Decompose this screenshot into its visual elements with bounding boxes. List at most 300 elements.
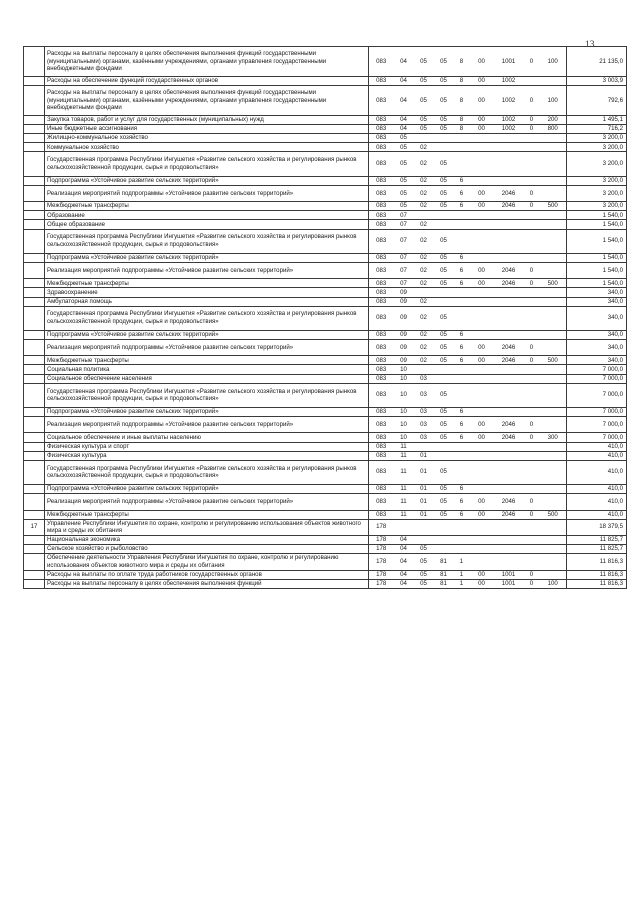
direction-code: 00 bbox=[470, 116, 494, 125]
row-number bbox=[24, 229, 45, 253]
expense-code bbox=[494, 288, 524, 297]
expense-subcode bbox=[524, 297, 540, 306]
ministry-code: 083 bbox=[369, 442, 394, 451]
program-code: 05 bbox=[434, 460, 454, 484]
direction-code: 00 bbox=[470, 570, 494, 579]
row-number: 17 bbox=[24, 519, 45, 536]
section-code: 10 bbox=[394, 374, 414, 383]
expense-name: Государственная программа Республики Ингушетия «Развитие сельского хозяйства и регулирования рынков сельскохозяйственной продукции, сырья и продовольствия» bbox=[45, 460, 369, 484]
subsection-code: 05 bbox=[414, 570, 434, 579]
table-row bbox=[24, 407, 627, 416]
expense-subcode bbox=[524, 143, 540, 152]
budget-table bbox=[23, 46, 627, 589]
row-number bbox=[24, 451, 45, 460]
subsection-code: 02 bbox=[414, 330, 434, 339]
subsection-code: 05 bbox=[414, 545, 434, 554]
section-code: 05 bbox=[394, 176, 414, 185]
section-code: 07 bbox=[394, 262, 414, 279]
direction-code bbox=[470, 451, 494, 460]
expense-type-code bbox=[540, 407, 567, 416]
subprogram-code: 6 bbox=[454, 339, 470, 356]
table-row bbox=[24, 152, 627, 176]
ministry-code: 083 bbox=[369, 383, 394, 407]
direction-code bbox=[470, 460, 494, 484]
subprogram-code bbox=[454, 460, 470, 484]
subprogram-code: 6 bbox=[454, 262, 470, 279]
subsection-code: 02 bbox=[414, 143, 434, 152]
section-code: 07 bbox=[394, 253, 414, 262]
subprogram-code bbox=[454, 365, 470, 374]
table-row bbox=[24, 202, 627, 211]
amount: 7 000,0 bbox=[567, 374, 627, 383]
section-code: 05 bbox=[394, 143, 414, 152]
expense-subcode bbox=[524, 330, 540, 339]
expense-name: Подпрограмма «Устойчивое развитие сельских территорий» bbox=[45, 484, 369, 493]
row-number bbox=[24, 570, 45, 579]
subsection-code: 02 bbox=[414, 229, 434, 253]
expense-subcode bbox=[524, 211, 540, 220]
ministry-code: 083 bbox=[369, 262, 394, 279]
program-code bbox=[434, 519, 454, 536]
expense-code: 2046 bbox=[494, 339, 524, 356]
expense-subcode bbox=[524, 407, 540, 416]
amount: 340,0 bbox=[567, 297, 627, 306]
subsection-code: 02 bbox=[414, 220, 434, 229]
table-row bbox=[24, 339, 627, 356]
section-code: 05 bbox=[394, 152, 414, 176]
expense-code bbox=[494, 330, 524, 339]
row-number bbox=[24, 536, 45, 545]
section-code: 10 bbox=[394, 365, 414, 374]
ministry-code: 083 bbox=[369, 365, 394, 374]
direction-code bbox=[470, 536, 494, 545]
section-code: 11 bbox=[394, 494, 414, 511]
direction-code bbox=[470, 143, 494, 152]
ministry-code: 083 bbox=[369, 229, 394, 253]
table-row bbox=[24, 220, 627, 229]
section-code: 11 bbox=[394, 442, 414, 451]
table-row bbox=[24, 519, 627, 536]
table-row bbox=[24, 510, 627, 519]
program-code: 81 bbox=[434, 554, 454, 571]
expense-type-code bbox=[540, 176, 567, 185]
direction-code bbox=[470, 374, 494, 383]
program-code: 05 bbox=[434, 152, 454, 176]
ministry-code: 083 bbox=[369, 433, 394, 442]
expense-subcode bbox=[524, 374, 540, 383]
expense-name: Коммунальное хозяйство bbox=[45, 143, 369, 152]
table-row bbox=[24, 451, 627, 460]
direction-code: 00 bbox=[470, 279, 494, 288]
row-number bbox=[24, 494, 45, 511]
program-code bbox=[434, 536, 454, 545]
amount: 1 540,0 bbox=[567, 253, 627, 262]
ministry-code: 083 bbox=[369, 374, 394, 383]
expense-subcode bbox=[524, 288, 540, 297]
subsection-code bbox=[414, 365, 434, 374]
expense-subcode: 0 bbox=[524, 279, 540, 288]
subprogram-code: 6 bbox=[454, 202, 470, 211]
ministry-code: 083 bbox=[369, 143, 394, 152]
expense-subcode: 0 bbox=[524, 416, 540, 433]
amount: 1 540,0 bbox=[567, 211, 627, 220]
amount: 340,0 bbox=[567, 306, 627, 330]
expense-name: Здравоохранение bbox=[45, 288, 369, 297]
expense-subcode: 0 bbox=[524, 570, 540, 579]
amount: 21 135,0 bbox=[567, 47, 627, 77]
expense-subcode bbox=[524, 152, 540, 176]
table-row bbox=[24, 176, 627, 185]
expense-subcode bbox=[524, 306, 540, 330]
expense-type-code: 800 bbox=[540, 125, 567, 134]
expense-type-code bbox=[540, 77, 567, 86]
ministry-code: 083 bbox=[369, 407, 394, 416]
ministry-code: 083 bbox=[369, 77, 394, 86]
program-code: 05 bbox=[434, 202, 454, 211]
expense-code bbox=[494, 229, 524, 253]
table-row bbox=[24, 288, 627, 297]
subprogram-code bbox=[454, 288, 470, 297]
table-row bbox=[24, 579, 627, 588]
section-code: 04 bbox=[394, 47, 414, 77]
expense-code: 2046 bbox=[494, 433, 524, 442]
program-code: 05 bbox=[434, 116, 454, 125]
section-code: 09 bbox=[394, 288, 414, 297]
ministry-code: 083 bbox=[369, 152, 394, 176]
subsection-code bbox=[414, 442, 434, 451]
row-number bbox=[24, 416, 45, 433]
expense-type-code bbox=[540, 460, 567, 484]
direction-code bbox=[470, 176, 494, 185]
expense-name: Иные бюджетные ассигнования bbox=[45, 125, 369, 134]
section-code: 05 bbox=[394, 134, 414, 143]
row-number bbox=[24, 330, 45, 339]
expense-name: Жилищно-коммунальное хозяйство bbox=[45, 134, 369, 143]
amount: 340,0 bbox=[567, 356, 627, 365]
amount: 1 540,0 bbox=[567, 262, 627, 279]
amount: 1 540,0 bbox=[567, 229, 627, 253]
expense-type-code bbox=[540, 134, 567, 143]
table-row bbox=[24, 330, 627, 339]
subsection-code: 01 bbox=[414, 451, 434, 460]
table-row bbox=[24, 86, 627, 116]
amount: 410,0 bbox=[567, 442, 627, 451]
direction-code: 00 bbox=[470, 47, 494, 77]
expense-subcode bbox=[524, 442, 540, 451]
expense-type-code bbox=[540, 374, 567, 383]
table-row bbox=[24, 383, 627, 407]
direction-code: 00 bbox=[470, 125, 494, 134]
row-number bbox=[24, 176, 45, 185]
ministry-code: 083 bbox=[369, 510, 394, 519]
amount: 7 000,0 bbox=[567, 416, 627, 433]
expense-subcode: 0 bbox=[524, 356, 540, 365]
expense-code: 2046 bbox=[494, 510, 524, 519]
expense-subcode: 0 bbox=[524, 202, 540, 211]
expense-type-code bbox=[540, 536, 567, 545]
amount: 792,6 bbox=[567, 86, 627, 116]
expense-code bbox=[494, 134, 524, 143]
expense-subcode: 0 bbox=[524, 433, 540, 442]
amount: 1 540,0 bbox=[567, 279, 627, 288]
section-code: 04 bbox=[394, 570, 414, 579]
direction-code: 00 bbox=[470, 579, 494, 588]
amount: 3 200,0 bbox=[567, 176, 627, 185]
table-row bbox=[24, 134, 627, 143]
expense-type-code: 100 bbox=[540, 47, 567, 77]
subsection-code: 05 bbox=[414, 86, 434, 116]
row-number bbox=[24, 116, 45, 125]
expense-code bbox=[494, 460, 524, 484]
expense-name: Национальная экономика bbox=[45, 536, 369, 545]
row-number bbox=[24, 460, 45, 484]
program-code: 05 bbox=[434, 253, 454, 262]
expense-code bbox=[494, 365, 524, 374]
expense-type-code bbox=[540, 262, 567, 279]
expense-name: Межбюджетные трансферты bbox=[45, 356, 369, 365]
expense-subcode: 0 bbox=[524, 47, 540, 77]
subprogram-code bbox=[454, 374, 470, 383]
amount: 18 379,5 bbox=[567, 519, 627, 536]
program-code: 05 bbox=[434, 330, 454, 339]
expense-code bbox=[494, 383, 524, 407]
program-code: 05 bbox=[434, 125, 454, 134]
section-code: 04 bbox=[394, 116, 414, 125]
subprogram-code bbox=[454, 451, 470, 460]
table-row bbox=[24, 185, 627, 202]
expense-type-code: 500 bbox=[540, 356, 567, 365]
table-row bbox=[24, 374, 627, 383]
section-code: 04 bbox=[394, 125, 414, 134]
expense-name: Межбюджетные трансферты bbox=[45, 510, 369, 519]
ministry-code: 178 bbox=[369, 579, 394, 588]
program-code: 05 bbox=[434, 416, 454, 433]
expense-subcode: 0 bbox=[524, 262, 540, 279]
expense-subcode: 0 bbox=[524, 339, 540, 356]
row-number bbox=[24, 383, 45, 407]
ministry-code: 083 bbox=[369, 416, 394, 433]
subsection-code: 02 bbox=[414, 176, 434, 185]
row-number bbox=[24, 579, 45, 588]
expense-subcode bbox=[524, 383, 540, 407]
row-number bbox=[24, 433, 45, 442]
expense-name: Расходы на выплаты персоналу в целях обеспечения выполнения функций bbox=[45, 579, 369, 588]
subsection-code bbox=[414, 288, 434, 297]
expense-type-code bbox=[540, 330, 567, 339]
row-number bbox=[24, 185, 45, 202]
amount: 3 200,0 bbox=[567, 143, 627, 152]
table-row bbox=[24, 229, 627, 253]
table-row bbox=[24, 253, 627, 262]
row-number bbox=[24, 125, 45, 134]
expense-code bbox=[494, 374, 524, 383]
expense-type-code bbox=[540, 494, 567, 511]
program-code: 05 bbox=[434, 356, 454, 365]
program-code: 05 bbox=[434, 433, 454, 442]
expense-code bbox=[494, 297, 524, 306]
row-number bbox=[24, 510, 45, 519]
row-number bbox=[24, 554, 45, 571]
expense-name: Закупка товаров, работ и услуг для государственных (муниципальных) нужд bbox=[45, 116, 369, 125]
expense-subcode: 0 bbox=[524, 494, 540, 511]
expense-code: 2046 bbox=[494, 202, 524, 211]
expense-code bbox=[494, 407, 524, 416]
expense-type-code bbox=[540, 152, 567, 176]
table-row bbox=[24, 297, 627, 306]
direction-code bbox=[470, 134, 494, 143]
expense-type-code bbox=[540, 416, 567, 433]
direction-code: 00 bbox=[470, 433, 494, 442]
subsection-code: 02 bbox=[414, 339, 434, 356]
ministry-code: 083 bbox=[369, 460, 394, 484]
subsection-code: 02 bbox=[414, 152, 434, 176]
direction-code: 00 bbox=[470, 202, 494, 211]
expense-type-code bbox=[540, 570, 567, 579]
subprogram-code bbox=[454, 134, 470, 143]
table-row bbox=[24, 570, 627, 579]
subsection-code: 02 bbox=[414, 185, 434, 202]
expense-name: Межбюджетные трансферты bbox=[45, 202, 369, 211]
row-number bbox=[24, 306, 45, 330]
program-code bbox=[434, 297, 454, 306]
row-number bbox=[24, 211, 45, 220]
program-code: 05 bbox=[434, 47, 454, 77]
amount: 1 540,0 bbox=[567, 220, 627, 229]
expense-code bbox=[494, 152, 524, 176]
subprogram-code: 8 bbox=[454, 47, 470, 77]
subsection-code: 02 bbox=[414, 253, 434, 262]
section-code: 04 bbox=[394, 536, 414, 545]
program-code: 05 bbox=[434, 484, 454, 493]
direction-code bbox=[470, 554, 494, 571]
amount: 410,0 bbox=[567, 460, 627, 484]
amount: 410,0 bbox=[567, 510, 627, 519]
direction-code bbox=[470, 545, 494, 554]
ministry-code: 178 bbox=[369, 554, 394, 571]
ministry-code: 083 bbox=[369, 451, 394, 460]
subsection-code: 02 bbox=[414, 356, 434, 365]
ministry-code: 083 bbox=[369, 306, 394, 330]
subsection-code: 02 bbox=[414, 306, 434, 330]
subsection-code: 01 bbox=[414, 484, 434, 493]
amount: 11 816,3 bbox=[567, 579, 627, 588]
expense-type-code bbox=[540, 185, 567, 202]
subprogram-code bbox=[454, 220, 470, 229]
section-code: 07 bbox=[394, 279, 414, 288]
expense-subcode bbox=[524, 176, 540, 185]
row-number bbox=[24, 356, 45, 365]
section-code: 05 bbox=[394, 185, 414, 202]
section-code: 05 bbox=[394, 202, 414, 211]
direction-code bbox=[470, 330, 494, 339]
amount: 340,0 bbox=[567, 330, 627, 339]
program-code bbox=[434, 134, 454, 143]
direction-code bbox=[470, 297, 494, 306]
expense-type-code bbox=[540, 442, 567, 451]
table-row bbox=[24, 433, 627, 442]
row-number bbox=[24, 152, 45, 176]
expense-type-code: 200 bbox=[540, 116, 567, 125]
subprogram-code: 8 bbox=[454, 86, 470, 116]
direction-code bbox=[470, 407, 494, 416]
expense-subcode: 0 bbox=[524, 116, 540, 125]
expense-type-code bbox=[540, 211, 567, 220]
expense-subcode bbox=[524, 536, 540, 545]
program-code: 05 bbox=[434, 77, 454, 86]
expense-subcode: 0 bbox=[524, 579, 540, 588]
ministry-code: 083 bbox=[369, 176, 394, 185]
expense-name: Физическая культура и спорт bbox=[45, 442, 369, 451]
table-row bbox=[24, 484, 627, 493]
expense-type-code bbox=[540, 229, 567, 253]
expense-subcode bbox=[524, 460, 540, 484]
expense-name: Физическая культура bbox=[45, 451, 369, 460]
expense-type-code bbox=[540, 306, 567, 330]
expense-name: Обеспечение деятельности Управления Республики Ингушетия по охране, контролю и регулированию использования объектов животного мира и среды их обитания bbox=[45, 554, 369, 571]
program-code: 05 bbox=[434, 339, 454, 356]
subsection-code: 01 bbox=[414, 510, 434, 519]
section-code: 10 bbox=[394, 433, 414, 442]
row-number bbox=[24, 202, 45, 211]
expense-subcode bbox=[524, 253, 540, 262]
section-code: 09 bbox=[394, 330, 414, 339]
direction-code bbox=[470, 383, 494, 407]
program-code bbox=[434, 365, 454, 374]
expense-type-code bbox=[540, 365, 567, 374]
ministry-code: 083 bbox=[369, 356, 394, 365]
subsection-code: 05 bbox=[414, 47, 434, 77]
subprogram-code bbox=[454, 536, 470, 545]
subprogram-code: 6 bbox=[454, 416, 470, 433]
section-code: 04 bbox=[394, 86, 414, 116]
ministry-code: 083 bbox=[369, 134, 394, 143]
expense-type-code bbox=[540, 484, 567, 493]
subprogram-code bbox=[454, 383, 470, 407]
amount: 11 825,7 bbox=[567, 536, 627, 545]
amount: 7 000,0 bbox=[567, 407, 627, 416]
subsection-code: 03 bbox=[414, 374, 434, 383]
expense-name: Общее образование bbox=[45, 220, 369, 229]
table-row bbox=[24, 211, 627, 220]
direction-code: 00 bbox=[470, 262, 494, 279]
direction-code bbox=[470, 253, 494, 262]
expense-name: Социальное обеспечение населения bbox=[45, 374, 369, 383]
program-code: 05 bbox=[434, 306, 454, 330]
expense-name: Государственная программа Республики Ингушетия «Развитие сельского хозяйства и регулирования рынков сельскохозяйственной продукции, сырья и продовольствия» bbox=[45, 306, 369, 330]
expense-type-code: 100 bbox=[540, 579, 567, 588]
section-code: 11 bbox=[394, 451, 414, 460]
expense-type-code: 100 bbox=[540, 86, 567, 116]
subprogram-code bbox=[454, 152, 470, 176]
amount: 3 200,0 bbox=[567, 202, 627, 211]
expense-subcode: 0 bbox=[524, 510, 540, 519]
expense-name: Сельское хозяйство и рыболовство bbox=[45, 545, 369, 554]
expense-type-code bbox=[540, 383, 567, 407]
subprogram-code bbox=[454, 211, 470, 220]
direction-code bbox=[470, 211, 494, 220]
program-code bbox=[434, 451, 454, 460]
expense-type-code bbox=[540, 143, 567, 152]
expense-subcode: 0 bbox=[524, 125, 540, 134]
section-code: 09 bbox=[394, 356, 414, 365]
expense-code: 1001 bbox=[494, 579, 524, 588]
row-number bbox=[24, 442, 45, 451]
expense-subcode: 0 bbox=[524, 86, 540, 116]
direction-code: 00 bbox=[470, 416, 494, 433]
ministry-code: 083 bbox=[369, 125, 394, 134]
amount: 340,0 bbox=[567, 288, 627, 297]
section-code: 07 bbox=[394, 220, 414, 229]
